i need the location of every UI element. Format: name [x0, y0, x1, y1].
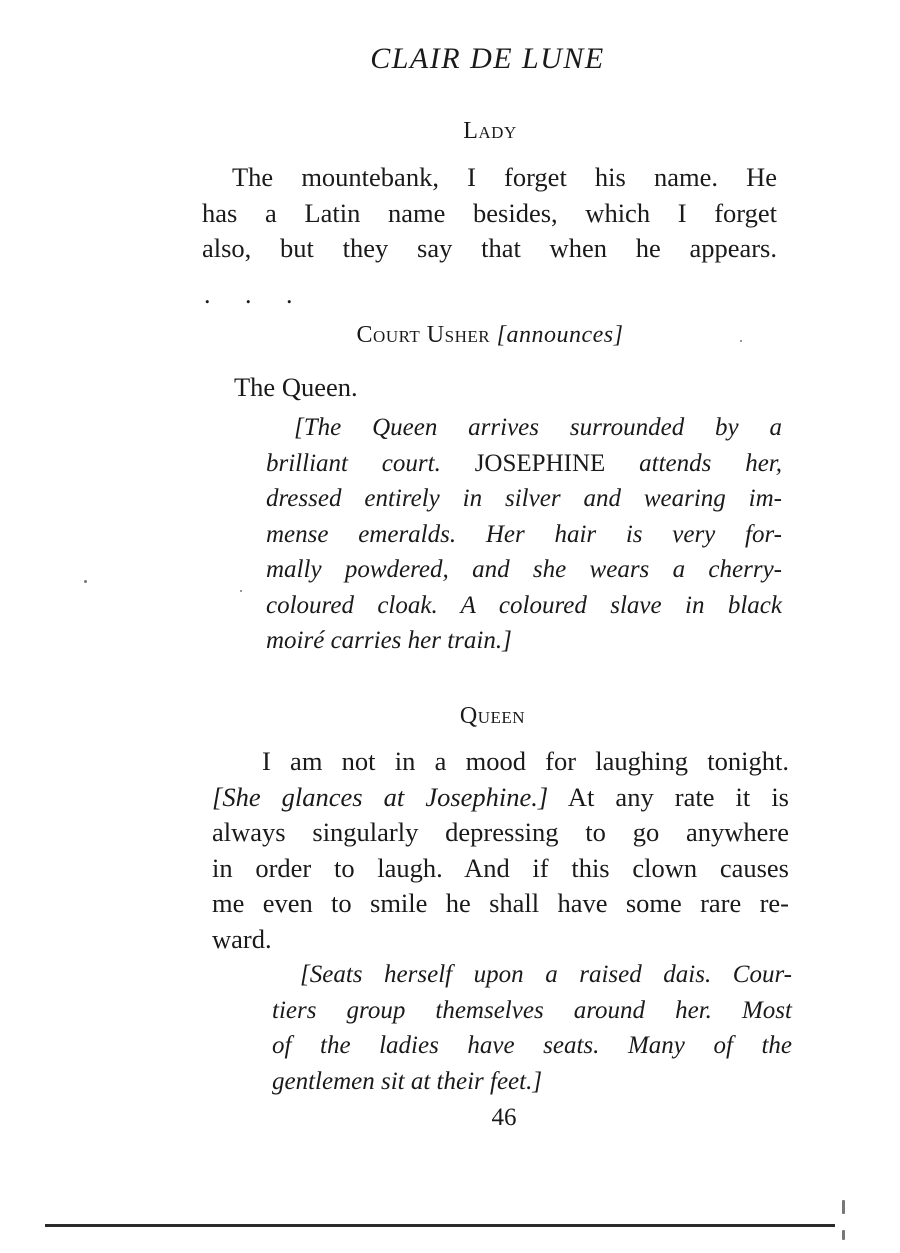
stage-line: mally powdered, and she wears a cherry-: [266, 556, 782, 583]
speaker-name: Queen: [459, 703, 526, 729]
stage-line: [Seats herself upon a raised dais. Cour-: [300, 961, 792, 988]
speech-line: ward.: [212, 923, 272, 954]
speech-usher: [234, 370, 634, 406]
stage-direction-seats-herself: [272, 957, 792, 1099]
speaker-name: Court Usher: [356, 322, 491, 348]
speech-line: in order to laugh. And if this clown causes: [212, 852, 789, 883]
stage-direction-inline: [announces]: [496, 322, 624, 348]
scan-speck: [240, 590, 242, 592]
stage-direction-queen-arrives: [266, 410, 782, 659]
speech-line: has a Latin name besides, which I forget: [202, 197, 777, 228]
character-name: JOSEPHINE: [474, 449, 606, 477]
speaker-queen: [400, 703, 585, 730]
running-head: CLAIR DE LUNE: [370, 42, 605, 75]
stage-direction-inline: [She glances at Josephine.]: [212, 781, 549, 812]
stage-line: gentlemen sit at their feet.]: [272, 1067, 543, 1095]
speaker-court-usher: [300, 322, 680, 349]
stage-line: of the ladies have seats. Many of the: [272, 1032, 792, 1059]
speaker-name: Lady: [463, 118, 517, 144]
stage-line: moiré carries her train.]: [266, 627, 512, 654]
page-number: 46: [491, 1104, 517, 1131]
stage-line: tiers group themselves around her. Most: [272, 996, 792, 1024]
bottom-rule: [45, 1224, 835, 1227]
scan-speck: [84, 580, 87, 583]
scan-speck: [842, 1200, 845, 1214]
stage-line: dressed entirely in silver and wearing im-: [266, 485, 782, 512]
scan-speck: [740, 340, 742, 342]
speech-queen: [212, 744, 789, 957]
ellipsis: . . .: [204, 280, 307, 309]
scan-speck: [842, 1230, 845, 1240]
stage-line: coloured cloak. A coloured slave in black: [266, 591, 782, 619]
speech-line: always singularly depressing to go anywhere: [212, 817, 789, 847]
stage-text: brilliant court.: [266, 449, 441, 477]
speech-line: The mountebank, I forget his name. He: [232, 162, 777, 192]
speaker-lady: [400, 118, 580, 145]
stage-line: [266, 446, 782, 482]
speech-line: me even to smile he shall have some rare re-: [212, 888, 789, 918]
speech-line: I am not in a mood for laughing tonight.: [262, 746, 789, 776]
speech-line: [212, 780, 789, 816]
speech-line: also, but they say that when he appears.: [202, 233, 777, 263]
stage-text: attends her,: [639, 449, 783, 477]
stage-line: [266, 410, 782, 446]
speech-lady: [202, 160, 777, 267]
speech-line: The Queen.: [234, 372, 358, 402]
stage-line: mense emeralds. Her hair is very for-: [266, 520, 782, 548]
stage-text: [The Queen arrives surrounded by a: [294, 414, 782, 441]
speech-text: At any rate it is: [567, 781, 789, 812]
